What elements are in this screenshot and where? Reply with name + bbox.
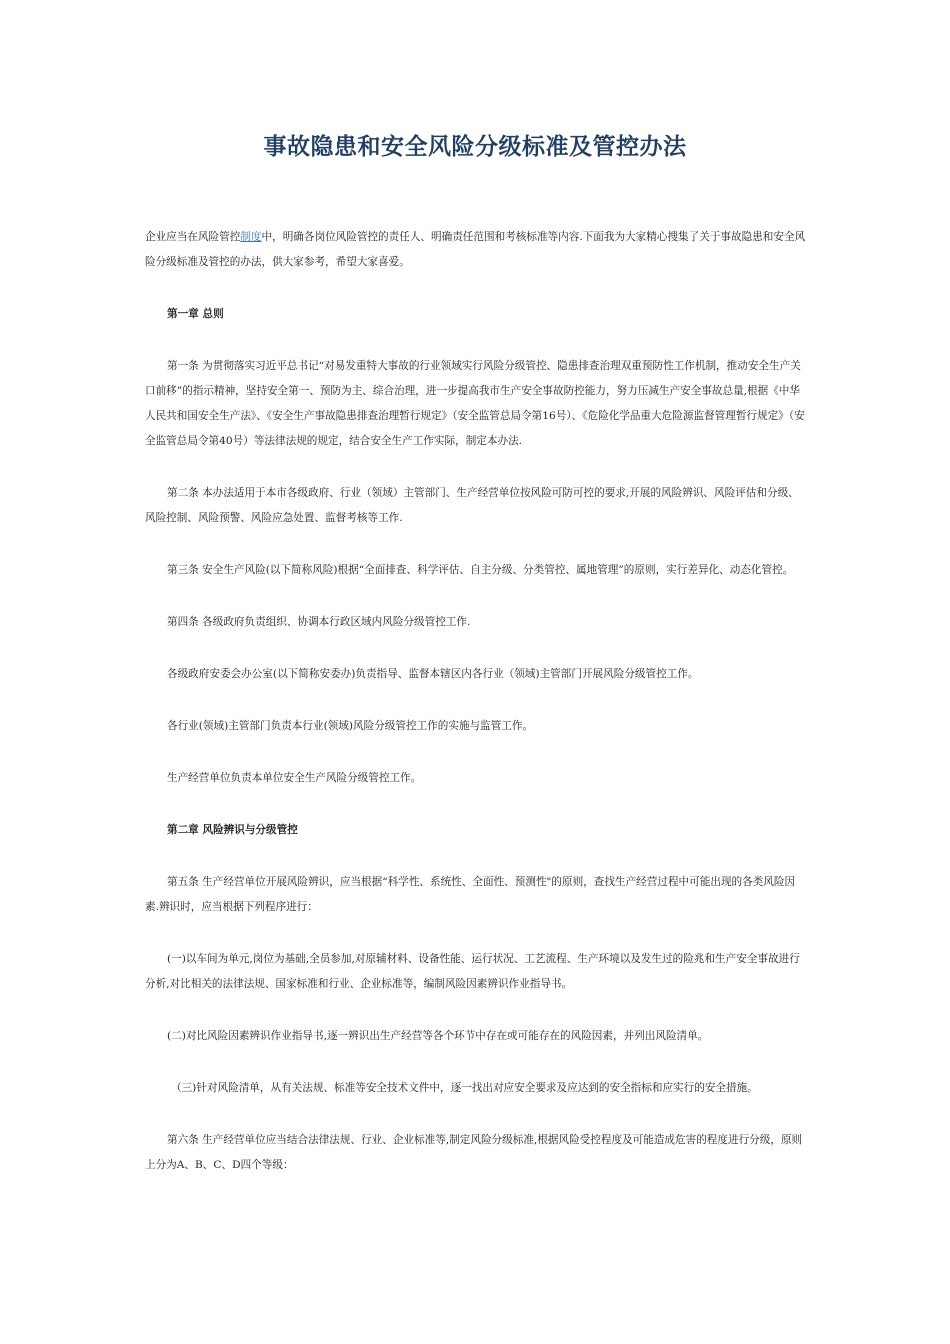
document-body: [145, 225, 807, 1205]
chapter-2-heading: 第二章 风险辨识与分级管控: [167, 824, 298, 836]
policy-link[interactable]: 制度: [240, 231, 262, 243]
document-title: 事故隐患和安全风险分级标准及管控办法: [263, 134, 687, 160]
article-4: 第四条 各级政府负责组织、协调本行政区域内风险分级管控工作.: [167, 616, 471, 628]
intro-paragraph: [145, 225, 807, 275]
article-5: 第五条 生产经营单位开展风险辨识，应当根据“科学性、系统性、全面性、预测性"的原则，查找生产经营过程中可能出现的各类风险因素.辨识时，应当根据下列程序进行：: [145, 876, 796, 913]
article-5-item-3: （三)针对风险清单，从有关法规、标准等安全技术文件中，逐一找出对应安全要求及应达到的安全指标和应实行的安全措施。: [171, 1082, 758, 1094]
chapter-1-heading: 第一章 总则: [167, 308, 224, 320]
intro-text-before: 企业应当在风险管控: [145, 231, 241, 243]
article-5-item-1: (一)以车间为单元,岗位为基础,全员参加,对原辅材料、设备性能、运行状况、工艺流程、生产环境以及发生过的险兆和生产安全事故进行分析,对比相关的法律法规、国家标准和行业、企业标准等，编制风险因素辨识作业指导书。: [145, 953, 800, 990]
article-2: 第二条 本办法适用于本市各级政府、行业（领域）主管部门、生产经营单位按风险可防可控的要求,开展的风险辨识、风险评估和分级、风险控制、风险预警、风险应急处置、监督考核等工作.: [145, 487, 799, 524]
article-5-item-2: (二)对比风险因素辨识作业指导书,逐一辨识出生产经营等各个环节中存在或可能存在的风险因素，并列出风险清单。: [167, 1030, 709, 1042]
article-4-paragraph-2: 各级政府安委会办公室(以下简称安委办)负责指导、监督本辖区内各行业（领域)主管部门开展风险分级管控工作。: [167, 668, 699, 680]
article-3: 第三条 安全生产风险(以下简称风险)根据“全面排查、科学评估、自主分级、分类管控、属地管理”的原则，实行差异化、动态化管控。: [167, 564, 794, 576]
article-4-paragraph-3: 各行业(领域)主管部门负责本行业(领域)风险分级管控工作的实施与监管工作。: [167, 720, 534, 732]
article-6: 第六条 生产经营单位应当结合法律法规、行业、企业标准等,制定风险分级标准,根据风险受控程度及可能造成危害的程度进行分级，原则上分为A、B、C、D四个等级：: [145, 1134, 803, 1171]
article-1: 第一条 为贯彻落实习近平总书记“对易发重特大事故的行业领域实行风险分级管控、隐患排查治理双重预防性工作机制，推动安全生产关口前移”的指示精神，坚持安全第一、预防为主、综合治理，进一步提高我市生产安全事故防控能力，努力压减生产安全事故总量,根据《中华人民共和国安全生产法》、《安全生产事故隐患排查治理暂行规定》（安全监管总局令第16号）、《危险化学品重大危险源监督管理暂行规定》（安全监管总局令第40号）等法律法规的规定，结合安全生产工作实际，制定本办法.: [145, 360, 805, 447]
intro-text-after: 中，明确各岗位风险管控的责任人、明确责任范围和考核标准等内容.下面我为大家精心搜集了关于事故隐患和安全风险分级标准及管控的办法，供大家参考，希望大家喜爱。: [145, 231, 806, 268]
article-4-paragraph-4: 生产经营单位负责本单位安全生产风险分级管控工作。: [167, 772, 422, 784]
